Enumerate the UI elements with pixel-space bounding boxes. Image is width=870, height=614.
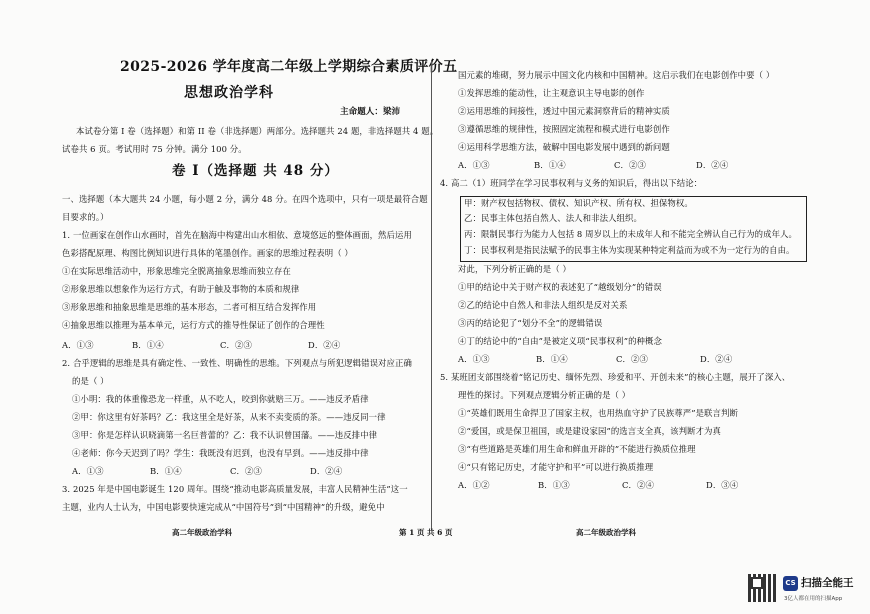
option-b: B．①④ (534, 160, 566, 170)
question-5-stem: 5. 某班团支部围绕着“铭记历史、缅怀先烈、珍爱和平、开创未来”的核心主题，展开了深入、 (440, 372, 791, 382)
question-4-stem: 对此，下列分析正确的是（ ） (458, 264, 571, 274)
footer-subject-left: 高二年级政治学科 (172, 528, 232, 537)
question-5-choice: ③“有些道路是英雄们用生命和鲜血开辟的”不能进行换质位推理 (458, 444, 696, 454)
section-desc: 目要求的。） (62, 212, 109, 222)
question-3-choice: ④运用科学思维方法，破解中国电影发展中遇到的新问题 (458, 142, 670, 152)
question-4-choice: ④丁的结论中的“自由”是被定义项“民事权利”的种概念 (458, 336, 662, 346)
question-1-stem: 1. 一位画家在创作山水画时，首先在脑海中构建出山水相依、意境悠远的整体画面，然后运用 (62, 230, 412, 240)
watermark-subtitle: 3亿人都在用的扫描App (784, 596, 843, 602)
conclusion-jia: 甲：财产权包括物权、债权、知识产权、所有权、担保物权。 (464, 198, 693, 208)
question-3-stem: 国元素的堆砌，努力展示中国文化内核和中国精神。这启示我们在电影创作中要（ ） (458, 70, 775, 80)
option-d: D．②④ (308, 340, 341, 350)
option-b: B．①③ (538, 480, 570, 490)
question-4-choice: ③丙的结论犯了“划分不全”的逻辑错误 (458, 318, 603, 328)
question-2-choice: ②甲：你这里有好茶吗？乙：我这里全是好茶，从来不卖变质的茶。——违反同一律 (72, 412, 386, 422)
question-4-choice: ①甲的结论中关于财产权的表述犯了“越级划分”的错误 (458, 282, 662, 292)
question-2-choice: ④老师：你今天迟到了吗？学生：我既没有迟到，也没有早到。——违反排中律 (72, 448, 369, 458)
question-3-stem: 主题，业内人士认为，中国电影要快速完成从“中国符号”到“中国精神”的升级，避免中 (62, 502, 385, 512)
option-b: B．①④ (150, 466, 182, 476)
question-3-choice: ③遵循思维的规律性，按照固定流程和模式进行电影创作 (458, 124, 670, 134)
question-2-choice: ①小明：我的体重像恐龙一样重，从不吃人，咬到你就赔三万。——违反矛盾律 (72, 394, 369, 404)
question-3-choice: ①发挥思维的能动性，让主观意识主导电影的创作 (458, 88, 645, 98)
option-a: A．①③ (458, 160, 490, 170)
column-divider (431, 60, 432, 530)
question-5-choice: ②“爱国，或是保卫祖国，或是建设家园”的选言支全真，该判断才为真 (458, 426, 722, 436)
option-b: B．①④ (536, 354, 568, 364)
question-2-stem: 的是（ ） (72, 376, 109, 386)
option-b: B．①④ (132, 340, 164, 350)
exam-subject: 思想政治学科 (184, 85, 274, 101)
question-1-choice: ②形象思维以想象作为运行方式，有助于触及事物的本质和规律 (62, 284, 300, 294)
option-c: C．②③ (220, 340, 252, 350)
question-1-stem: 色彩搭配原理、构图比例知识进行具体的笔墨创作。画家的思维过程表明（ ） (62, 248, 353, 258)
question-2-stem: 2. 合乎逻辑的思维是具有确定性、一致性、明确性的思维。下列观点与所犯逻辑错误对应正确 (62, 358, 412, 368)
conclusion-bing: 丙：限制民事行为能力人包括 8 周岁以上的未成年人和不能完全辨认自己行为的成年人。 (464, 229, 797, 239)
option-d: D．②④ (696, 160, 729, 170)
question-4-choice: ②乙的结论中自然人和非法人组织是反对关系 (458, 300, 628, 310)
question-3-options (458, 160, 728, 171)
option-a: A．①③ (72, 466, 104, 476)
watermark-name: 扫描全能王 (801, 577, 854, 589)
footer-page-number: 第 1 页 共 6 页 (399, 528, 453, 537)
option-a: A．①② (458, 480, 490, 490)
section-title: 卷 I（选择题 共 48 分） (172, 163, 339, 179)
option-c: C．②③ (614, 160, 646, 170)
conclusion-ding: 丁：民事权利是指民法赋予的民事主体为实现某种特定利益而为或不为一定行为的自由。 (464, 245, 795, 255)
option-d: D．③④ (706, 480, 739, 490)
question-4-options (458, 354, 732, 365)
option-c: C．②③ (616, 354, 648, 364)
question-3-stem: 3. 2025 年是中国电影诞生 120 周年。围绕“推动电影高质量发展，丰富人民精神生活”这一 (62, 484, 408, 494)
question-2-options (72, 466, 342, 477)
question-5-options (458, 480, 738, 491)
question-1-choice: ③形象思维和抽象思维是思维的基本形态，二者可相互结合发挥作用 (62, 302, 317, 312)
option-a: A．①③ (62, 340, 94, 350)
exam-intro-line: 本试卷分第 I 卷（选择题）和第 II 卷（非选择题）两部分。选择题共 24 题，非选择题共 4 题。 (76, 126, 439, 136)
question-1-choice: ④抽象思维以推理为基本单元，运行方式的推导性保证了创作的合理性 (62, 320, 325, 330)
question-5-choice: ④“只有铭记历史，才能守护和平”可以进行换质推理 (458, 462, 654, 472)
question-5-stem: 理性的探讨。下列观点逻辑分析正确的是（ ） (458, 390, 631, 400)
question-1-choice: ①在实际思维活动中，形象思维完全脱离抽象思维而独立存在 (62, 266, 291, 276)
question-4-stem: 4. 高二（1）班同学在学习民事权利与义务的知识后，得出以下结论： (440, 178, 703, 188)
question-2-choice: ③甲：你是怎样认识晓滴第一名巨普蕾的？乙：我不认识曾国藩。——违反排中律 (72, 430, 378, 440)
exam-title: 2025-2026 学年度高二年级上学期综合素质评价五 (120, 59, 458, 75)
question-3-choice: ②运用思维的间接性，透过中国元素洞察背后的精神实质 (458, 106, 670, 116)
qr-code-icon (748, 574, 776, 602)
option-d: D．②④ (310, 466, 343, 476)
question-5-choice: ①“英雄们既用生命捍卫了国家主权，也用热血守护了民族尊严”是联言判断 (458, 408, 738, 418)
option-c: C．②④ (622, 480, 654, 490)
exam-intro-line: 试卷共 6 页。考试用时 75 分钟。满分 100 分。 (62, 144, 247, 154)
section-desc: 一、选择题（本大题共 24 小题，每小题 2 分，满分 48 分。在四个选项中，只有一项是最符合题 (62, 194, 428, 204)
exam-author: 主命题人：梁沛 (340, 107, 401, 117)
option-d: D．②④ (700, 354, 733, 364)
conclusion-yi: 乙：民事主体包括自然人、法人和非法人组织。 (464, 213, 642, 223)
camscanner-logo-icon: CS (783, 576, 798, 591)
option-a: A．①③ (458, 354, 490, 364)
question-1-options (62, 340, 340, 351)
footer-subject-right: 高二年级政治学科 (576, 528, 636, 537)
option-c: C．②③ (230, 466, 262, 476)
